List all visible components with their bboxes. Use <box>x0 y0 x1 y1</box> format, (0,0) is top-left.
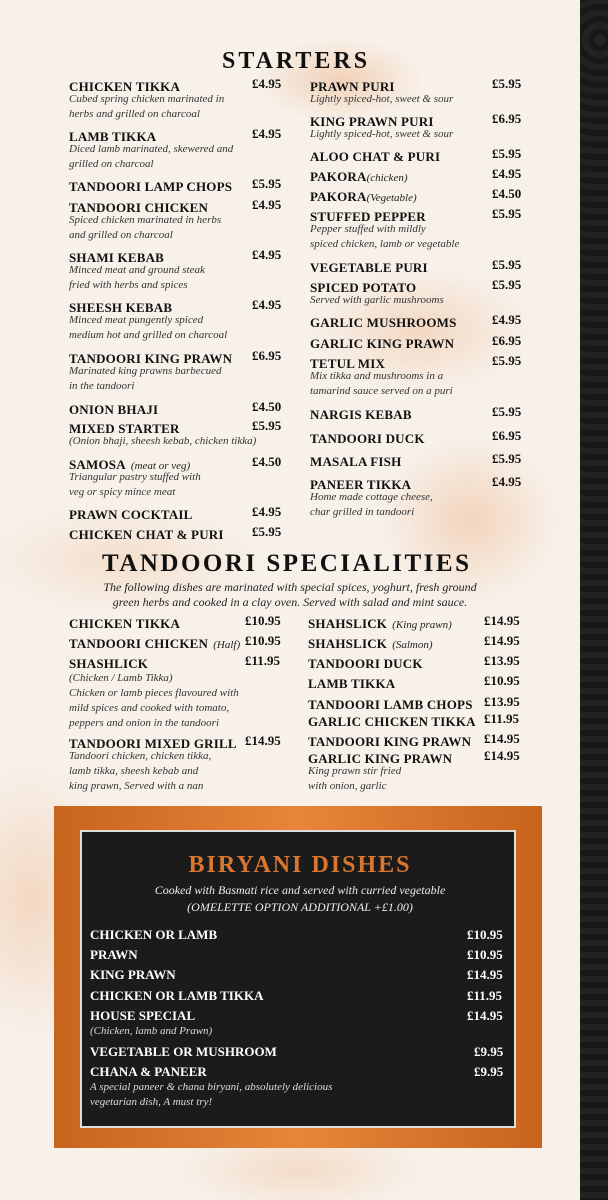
menu-item <box>308 711 476 730</box>
item-description: Cubed spring chicken marinated in <box>69 93 225 105</box>
item-name: SAMOSA <box>69 457 126 472</box>
item-variant: (meat or veg) <box>130 460 191 472</box>
menu-item <box>69 504 193 523</box>
menu-item <box>310 312 457 331</box>
item-price: £5.95 <box>492 257 522 272</box>
item-variant: (chicken) <box>366 172 408 184</box>
menu-item <box>308 633 433 652</box>
item-name: SHASHLICK <box>69 656 149 671</box>
item-description: Lightly spiced-hot, sweet & sour <box>310 93 454 105</box>
tandoori-heading: TANDOORI SPECIALITIES <box>102 550 472 577</box>
item-description: Minced meat pungently spiced <box>69 314 204 326</box>
biryani-item-price: £9.95 <box>474 1064 504 1079</box>
item-description: Chicken or lamb pieces flavoured with <box>69 687 239 699</box>
item-description: Marinated king prawns barbecued <box>69 365 222 377</box>
item-description: (Chicken / Lamb Tikka) <box>69 672 173 684</box>
item-price: £4.95 <box>492 312 522 327</box>
item-name: CHICKEN TIKKA <box>69 616 181 631</box>
item-price: £4.95 <box>252 76 282 91</box>
item-price: £4.95 <box>252 297 282 312</box>
item-description: Served with garlic mushrooms <box>310 294 444 306</box>
item-description: Mix tikka and mushrooms in a <box>310 370 444 382</box>
item-price: £4.95 <box>252 504 282 519</box>
item-description: grilled on charcoal <box>69 158 154 170</box>
biryani-item-description: (Chicken, lamb and Prawn) <box>90 1025 213 1037</box>
item-description: herbs and grilled on charcoal <box>69 108 200 120</box>
menu-item <box>310 428 425 447</box>
biryani-item-price: £10.95 <box>467 947 503 962</box>
menu-item <box>310 146 440 165</box>
item-price: £11.95 <box>484 711 520 726</box>
item-name: TANDOORI KING PRAWN <box>69 351 233 366</box>
item-name: GARLIC KING PRAWN <box>310 336 455 351</box>
item-price: £5.95 <box>492 76 522 91</box>
menu-item <box>310 166 408 185</box>
tandoori-intro: The following dishes are marinated with special spices, yoghurt, fresh ground <box>103 580 477 594</box>
item-variant: (Half) <box>213 639 241 651</box>
item-name: GARLIC MUSHROOMS <box>310 315 457 330</box>
item-price: £10.95 <box>245 633 281 648</box>
biryani-item-price: £9.95 <box>474 1044 504 1059</box>
menu-item <box>308 673 395 692</box>
item-price: £5.95 <box>492 277 522 292</box>
menu-item <box>69 399 158 418</box>
item-description: in the tandoori <box>69 380 135 392</box>
item-description: with onion, garlic <box>308 780 387 792</box>
menu-item <box>308 613 452 632</box>
item-price: £14.95 <box>484 748 520 763</box>
item-price: £14.95 <box>484 633 520 648</box>
item-price: £5.95 <box>252 524 282 539</box>
biryani-intro: (OMELETTE OPTION ADDITIONAL +£1.00) <box>187 900 413 914</box>
menu-item <box>69 176 232 195</box>
item-price: £5.95 <box>252 418 282 433</box>
item-name: GARLIC KING PRAWN <box>308 751 453 766</box>
biryani-item-name: CHANA & PANEER <box>90 1064 207 1079</box>
item-price: £5.95 <box>492 206 522 221</box>
item-name: TANDOORI CHICKEN <box>69 636 209 651</box>
item-name: MASALA FISH <box>310 454 402 469</box>
item-name: ALOO CHAT & PURI <box>310 149 441 164</box>
item-description: Lightly spiced-hot, sweet & sour <box>310 128 454 140</box>
item-price: £4.95 <box>492 474 522 489</box>
item-name: SHAMI KEBAB <box>69 250 165 265</box>
item-name: PANEER TIKKA <box>310 477 412 492</box>
menu-item <box>310 333 454 352</box>
item-description: char grilled in tandoori <box>310 506 415 518</box>
biryani-item-price: £10.95 <box>467 927 503 942</box>
item-name: PRAWN COCKTAIL <box>69 507 193 522</box>
item-description: King prawn stir fried <box>308 765 402 777</box>
item-variant: (Vegetable) <box>366 192 417 204</box>
biryani-item-price: £14.95 <box>467 1008 503 1023</box>
item-name: TANDOORI CHICKEN <box>69 200 209 215</box>
item-name: LAMB TIKKA <box>69 129 157 144</box>
item-name: SPICED POTATO <box>310 280 417 295</box>
tandoori-intro: green herbs and cooked in a clay oven. Served with salad and mint sauce. <box>112 595 468 609</box>
item-name: GARLIC CHICKEN TIKKA <box>308 714 476 729</box>
item-name: MIXED STARTER <box>69 421 180 436</box>
item-price: £4.50 <box>492 186 522 201</box>
item-price: £4.50 <box>252 454 282 469</box>
item-description: and grilled on charcoal <box>69 229 173 241</box>
item-price: £5.95 <box>252 176 282 191</box>
menu-item <box>308 653 423 672</box>
biryani-item-name: CHICKEN OR LAMB <box>90 927 218 942</box>
item-description: mild spices and cooked with tomato, <box>69 702 230 714</box>
item-name: KING PRAWN PURI <box>310 114 434 129</box>
item-name: ONION BHAJI <box>69 402 159 417</box>
item-price: £4.50 <box>252 399 282 414</box>
menu-item <box>310 404 412 423</box>
item-variant: (Salmon) <box>392 639 433 651</box>
biryani-panel <box>80 830 516 1128</box>
item-price: £6.95 <box>492 111 522 126</box>
biryani-item-name: HOUSE SPECIAL <box>90 1008 196 1023</box>
item-description: veg or spicy mince meat <box>69 486 176 498</box>
item-price: £4.95 <box>252 197 282 212</box>
item-name: LAMB TIKKA <box>308 676 396 691</box>
item-name: TANDOORI LAMP CHOPS <box>69 179 233 194</box>
item-name: TANDOORI DUCK <box>310 431 425 446</box>
item-price: £4.95 <box>492 166 522 181</box>
item-name: TETUL MIX <box>310 356 386 371</box>
item-price: £13.95 <box>484 694 520 709</box>
item-name: VEGETABLE PURI <box>310 260 428 275</box>
menu-item <box>310 257 428 276</box>
item-name: PAKORA <box>310 189 367 204</box>
item-description: medium hot and grilled on charcoal <box>69 329 228 341</box>
biryani-item-name: CHICKEN OR LAMB TIKKA <box>90 988 264 1003</box>
item-description: Diced lamb marinated, skewered and <box>69 143 234 155</box>
item-price: £5.95 <box>492 146 522 161</box>
biryani-intro: Cooked with Basmati rice and served with curried vegetable <box>154 883 446 897</box>
item-name: PRAWN PURI <box>310 79 395 94</box>
menu-item <box>69 633 240 652</box>
item-price: £13.95 <box>484 653 520 668</box>
biryani-heading: BIRYANI DISHES <box>188 852 412 878</box>
biryani-item-name: KING PRAWN <box>90 967 176 982</box>
item-name: CHICKEN CHAT & PURI <box>69 527 224 542</box>
menu-item <box>69 613 180 632</box>
dark-edge-pattern <box>580 0 608 1200</box>
item-variant: (King prawn) <box>392 619 452 631</box>
biryani-item-name: VEGETABLE OR MUSHROOM <box>90 1044 277 1059</box>
item-price: £5.95 <box>492 353 522 368</box>
item-name: TANDOORI MIXED GRILL <box>69 736 237 751</box>
item-price: £14.95 <box>245 733 281 748</box>
menu-item <box>69 524 224 543</box>
item-name: TANDOORI DUCK <box>308 656 423 671</box>
item-price: £10.95 <box>484 673 520 688</box>
item-price: £14.95 <box>484 613 520 628</box>
item-description: Pepper stuffed with mildly <box>310 223 426 235</box>
item-name: NARGIS KEBAB <box>310 407 412 422</box>
item-price: £5.95 <box>492 451 522 466</box>
item-description: fried with herbs and spices <box>69 279 188 291</box>
item-description: (Onion bhaji, sheesh kebab, chicken tikka) <box>69 435 257 447</box>
item-name: STUFFED PEPPER <box>310 209 426 224</box>
item-price: £4.95 <box>252 247 282 262</box>
item-price: £11.95 <box>245 653 281 668</box>
item-description: Spiced chicken marinated in herbs <box>69 214 222 226</box>
item-description: king prawn, Served with a nan <box>69 780 204 792</box>
biryani-item-price: £11.95 <box>467 988 503 1003</box>
biryani-item-description: vegetarian dish, A must try! <box>90 1096 213 1108</box>
item-name: SHAHSLICK <box>308 616 388 631</box>
item-description: Minced meat and ground steak <box>69 264 205 276</box>
item-price: £6.95 <box>492 428 522 443</box>
item-name: SHAHSLICK <box>308 636 388 651</box>
item-description: peppers and onion in the tandoori <box>69 717 220 729</box>
item-description: Home made cottage cheese, <box>310 491 433 503</box>
item-name: TANDOORI KING PRAWN <box>308 734 472 749</box>
item-name: TANDOORI LAMB CHOPS <box>308 697 473 712</box>
item-price: £4.95 <box>252 126 282 141</box>
biryani-item-description: A special paneer & chana biryani, absolutely delicious <box>90 1081 333 1093</box>
item-description: spiced chicken, lamb or vegetable <box>310 238 460 250</box>
item-description: Triangular pastry stuffed with <box>69 471 201 483</box>
item-price: £10.95 <box>245 613 281 628</box>
menu-item <box>310 186 417 205</box>
item-price: £6.95 <box>252 348 282 363</box>
item-name: PAKORA <box>310 169 367 184</box>
menu-item <box>69 653 148 672</box>
item-name: SHEESH KEBAB <box>69 300 173 315</box>
item-name: CHICKEN TIKKA <box>69 79 181 94</box>
item-price: £14.95 <box>484 731 520 746</box>
menu-item <box>310 451 401 470</box>
item-price: £6.95 <box>492 333 522 348</box>
item-price: £5.95 <box>492 404 522 419</box>
biryani-item-name: PRAWN <box>90 947 138 962</box>
starters-heading: STARTERS <box>222 48 371 74</box>
biryani-item-price: £14.95 <box>467 967 503 982</box>
item-description: tamarind sauce served on a puri <box>310 385 453 397</box>
item-description: Tandoori chicken, chicken tikka, <box>69 750 212 762</box>
item-description: lamb tikka, sheesh kebab and <box>69 765 199 777</box>
